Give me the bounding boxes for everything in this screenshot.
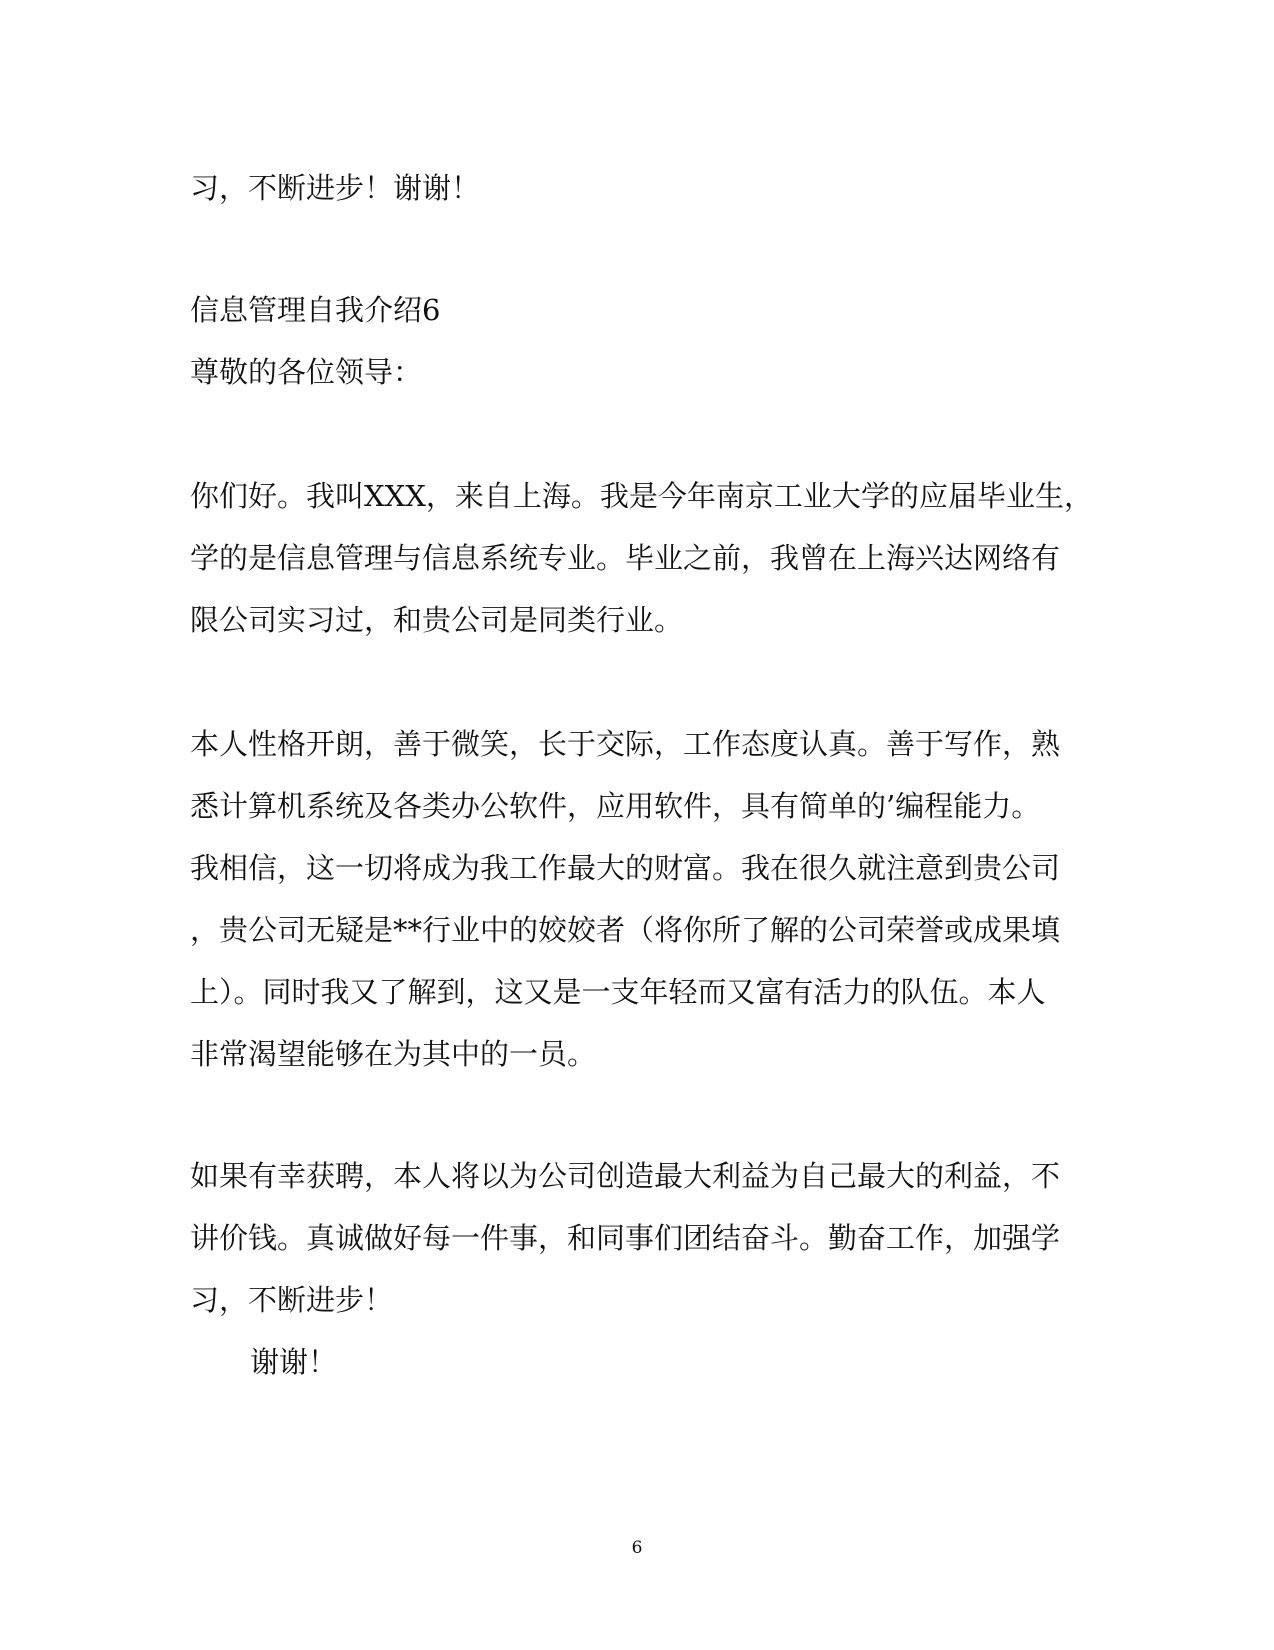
paragraph-line: 习，不断进步！ — [190, 1283, 394, 1317]
salutation: 尊敬的各位领导： — [190, 355, 423, 389]
paragraph-line: 上）。同时我又了解到，这又是一支年轻而又富有活力的队伍。本人 — [190, 975, 1046, 1009]
page-number: 6 — [631, 1538, 643, 1558]
paragraph-line: 限公司实习过，和贵公司是同类行业。 — [190, 603, 684, 637]
paragraph-line: 非常渴望能够在为其中的一员。 — [190, 1037, 597, 1071]
paragraph-line: 我相信，这一切将成为我工作最大的财富。我在很久就注意到贵公司 — [190, 851, 1061, 885]
paragraph-line: 本人性格开朗，善于微笑，长于交际，工作态度认真。善于写作，熟 — [190, 727, 1061, 761]
section-title: 信息管理自我介绍6 — [190, 293, 441, 327]
continuation-line: 习，不断进步！谢谢！ — [190, 171, 481, 205]
closing-thanks: 谢谢！ — [250, 1345, 338, 1379]
paragraph-line: 你们好。我叫XXX，来自上海。我是今年南京工业大学的应届毕业生， — [190, 479, 1093, 513]
paragraph-line: 讲价钱。真诚做好每一件事，和同事们团结奋斗。勤奋工作，加强学 — [190, 1221, 1061, 1255]
paragraph-line: 如果有幸获聘，本人将以为公司创造最大利益为自己最大的利益，不 — [190, 1159, 1061, 1193]
paragraph-line: ，贵公司无疑是**行业中的姣姣者（将你所了解的公司荣誉或成果填 — [190, 913, 1061, 947]
paragraph-line: 学的是信息管理与信息系统专业。毕业之前，我曾在上海兴达网络有 — [190, 541, 1061, 575]
paragraph-line: 悉计算机系统及各类办公软件，应用软件，具有简单的’编程能力。 — [190, 789, 1041, 823]
